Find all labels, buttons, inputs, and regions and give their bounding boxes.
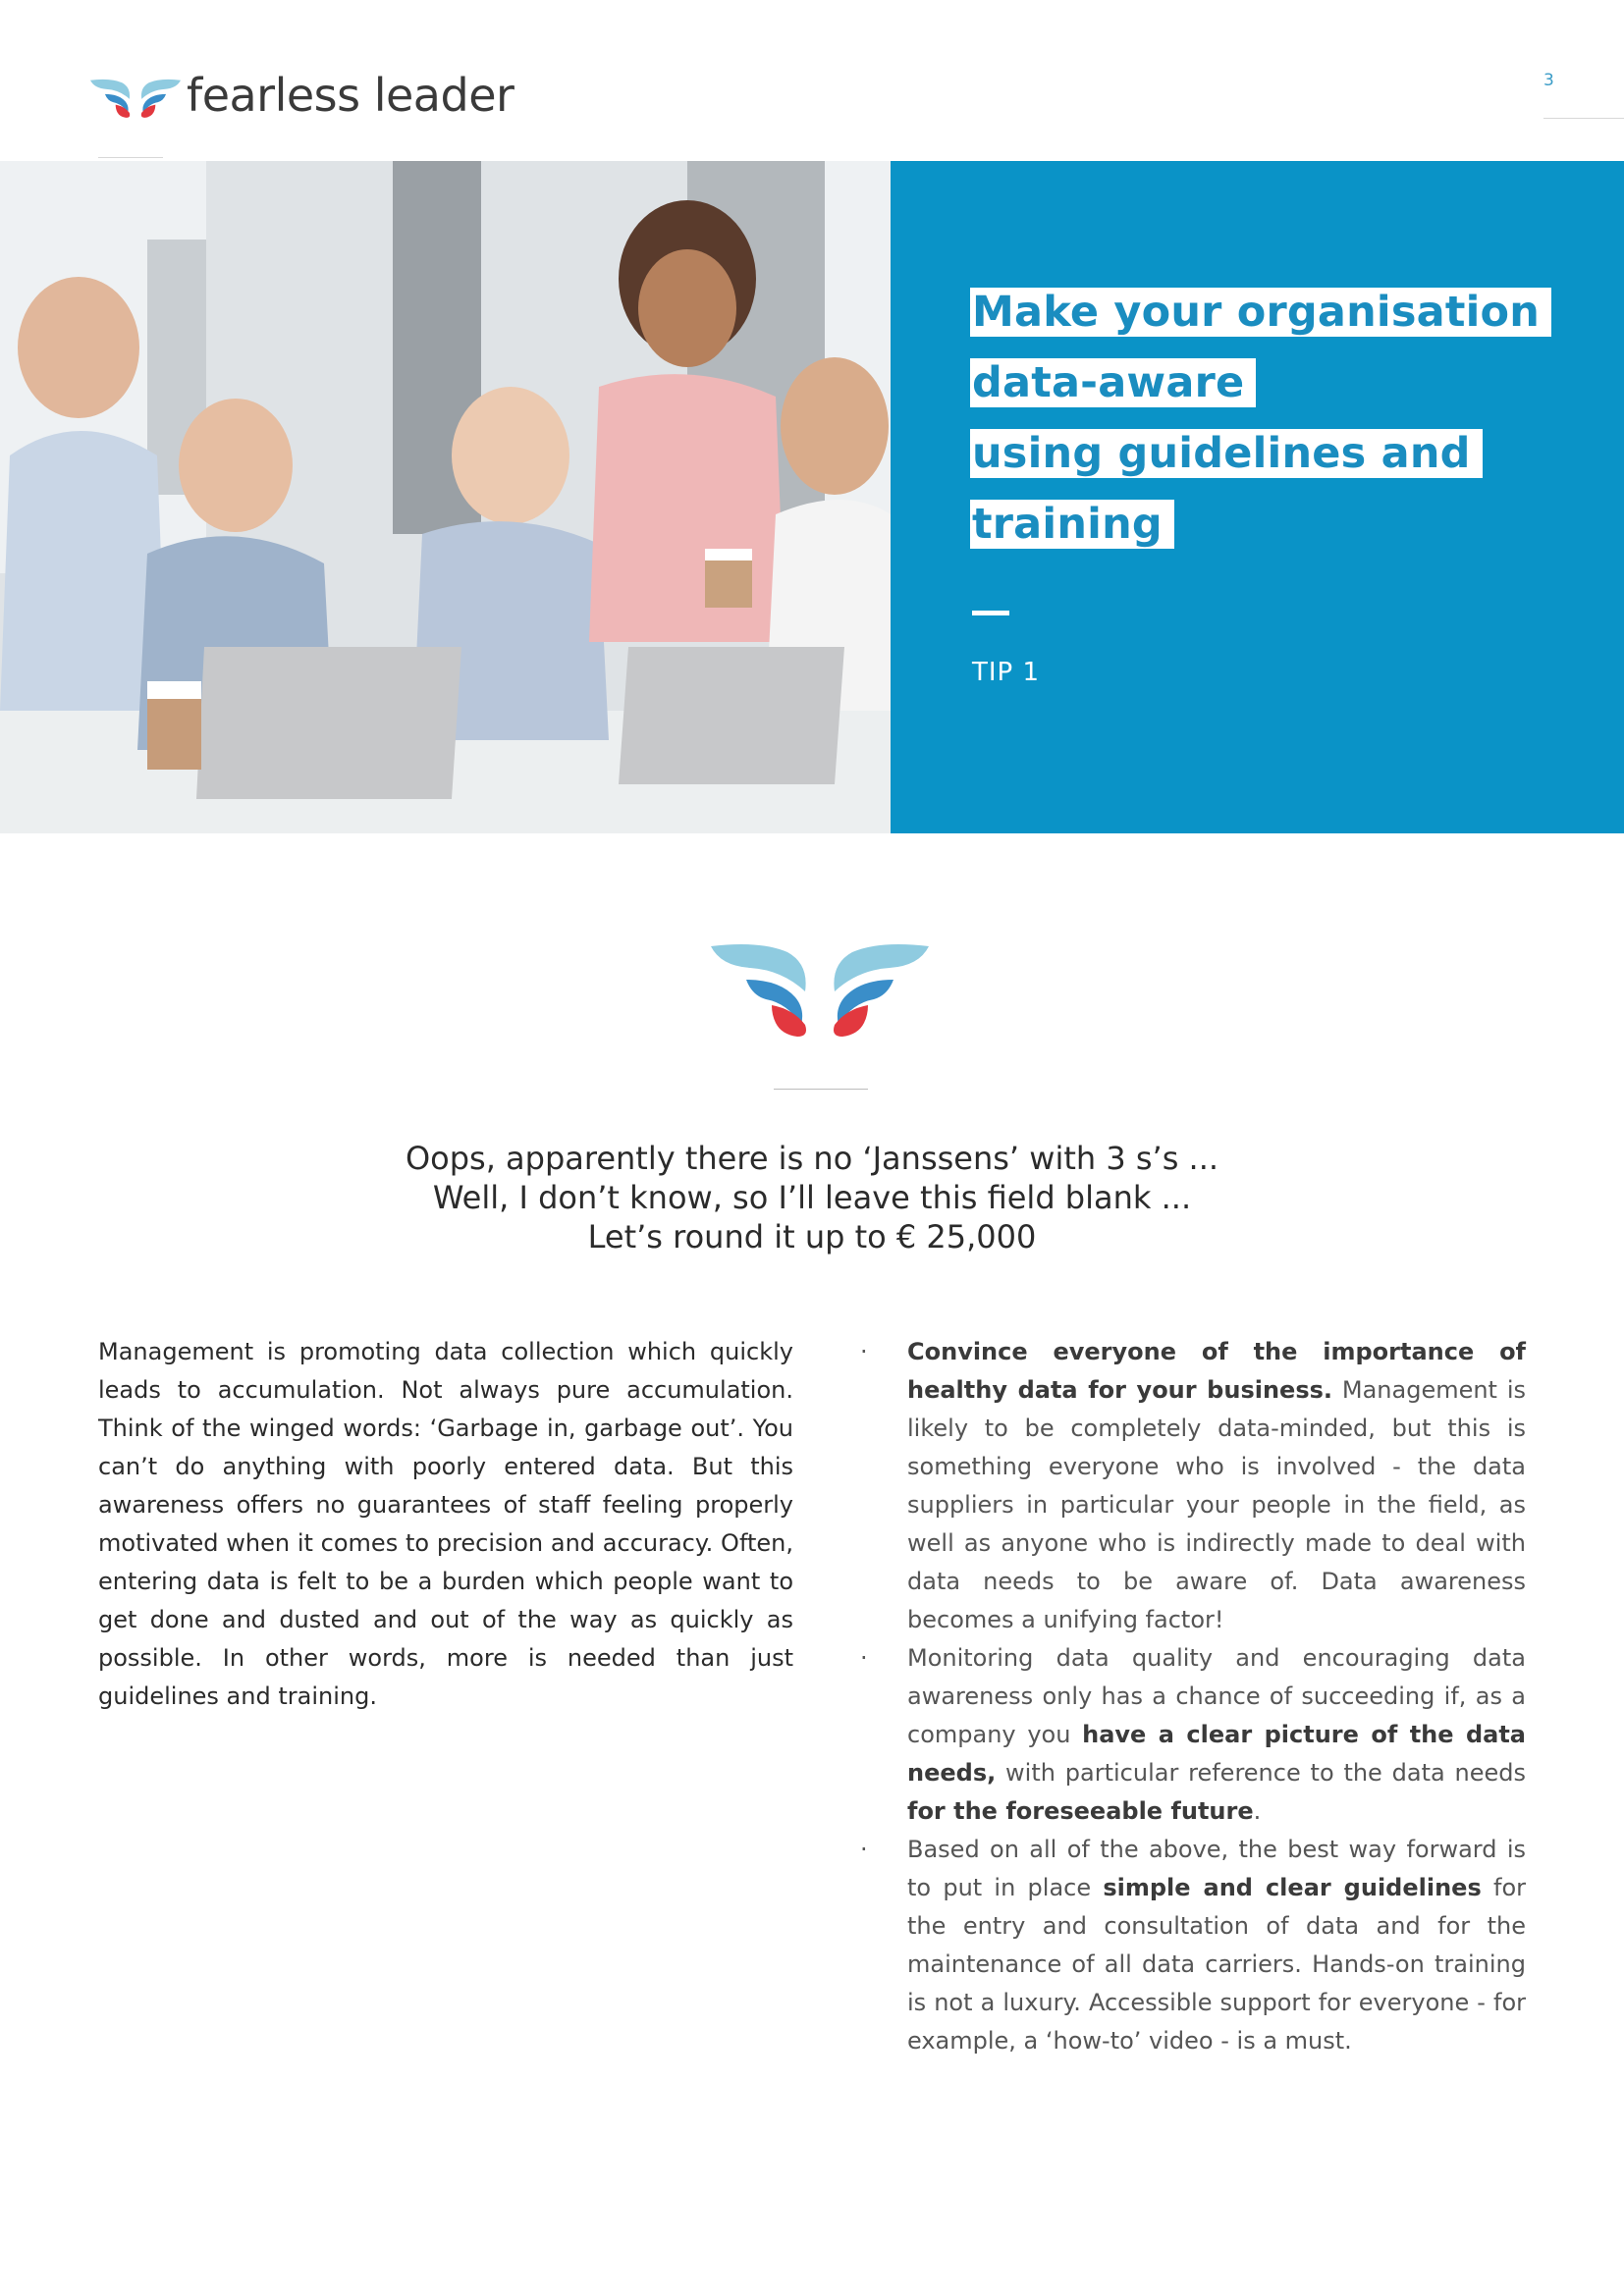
bold-text: Convince everyone of the importance of healthy data for your business. (907, 1338, 1526, 1404)
tips-list (860, 1333, 1526, 2060)
body-text: Management is likely to be completely data-minded, but this is something everyone who is involved - the data suppliers in particular your people in the field, as well as anyone who is indirectly made to deal with data needs to be aware of. Data awareness becomes a unifying factor! (907, 1376, 1526, 1633)
page-title (970, 287, 1559, 569)
body-text: Monitoring data quality and encouraging data awareness only has a chance of succeeding if, as a company you (907, 1644, 1526, 1748)
list-item (860, 1639, 1526, 1831)
bold-text: for the foreseeable future (907, 1797, 1254, 1825)
bold-text: have a clear picture of the data needs, (907, 1721, 1526, 1787)
body-text: for the entry and consultation of data and for the maintenance of all data carriers. Hands-on training is not a luxury. Accessible support for everyone - for example, a ‘how-to’ video - is a must. (907, 1874, 1526, 2055)
headline-line: data-aware (970, 358, 1256, 407)
bold-text: simple and clear guidelines (1103, 1874, 1482, 1901)
intro-paragraph: Management is promoting data collection which quickly leads to accumulation. Not always pure accumulation. Think of the winged words: ‘Garbage in, garbage out’. You can’t do anything with poorly entered data. But this awareness offers no guarantees of staff feeling properly motivated when it comes to precision and accuracy. Often, entering data is felt to be a burden which people want to get done and dusted and out of the way as quickly as possible. In other words, more is needed than just guidelines and training. (98, 1338, 793, 1710)
quote-line: Oops, apparently there is no ‘Janssens’ with 3 s’s ... (405, 1140, 1219, 1177)
bullet-icon: · (860, 1338, 868, 1365)
section-divider (774, 1089, 868, 1090)
brand-name: fearless leader (187, 69, 514, 122)
page-number-divider (1543, 118, 1624, 119)
header-divider (98, 157, 163, 158)
headline-line: Make your organisation (970, 288, 1551, 337)
list-item (860, 1333, 1526, 1639)
body-text: . (1253, 1797, 1262, 1825)
fearless-leader-logo-icon (90, 77, 181, 120)
body-text: with particular reference to the data needs (996, 1759, 1526, 1787)
headline-line: training (970, 500, 1174, 549)
butterfly-logo-icon (711, 940, 929, 1039)
body-text: Based on all of the above, the best way forward is to put in place (907, 1836, 1526, 1901)
pull-quote (196, 1139, 1428, 1256)
list-item (860, 1831, 1526, 2060)
team-photo (0, 161, 891, 833)
headline-line: using guidelines and (970, 429, 1483, 478)
bullet-icon: · (860, 1836, 868, 1863)
page-number: 3 (1543, 71, 1554, 90)
title-dash (972, 611, 1009, 615)
tip-label: TIP 1 (972, 658, 1041, 687)
quote-line: Let’s round it up to € 25,000 (587, 1218, 1037, 1255)
bullet-icon: · (860, 1644, 868, 1672)
quote-line: Well, I don’t know, so I’ll leave this field blank ... (432, 1179, 1192, 1216)
